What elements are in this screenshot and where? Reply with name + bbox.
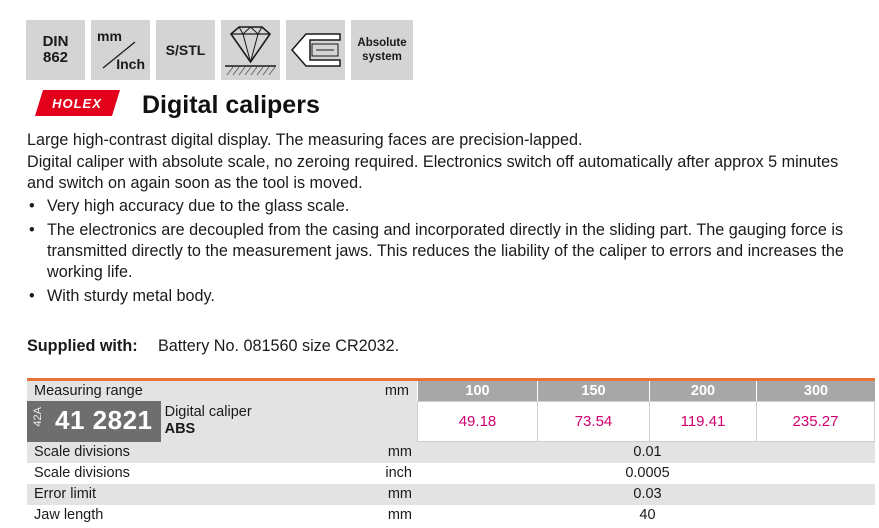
description-paragraph: Large high-contrast digital display. The measuring faces are precision-lapped. [27,131,583,149]
size-header: 200 [649,381,756,401]
feature-text: With sturdy metal body. [47,287,215,305]
article-number: 41 2821 [55,405,153,435]
caliper-icon [286,20,345,80]
spec-row [27,484,875,505]
size-header: 300 [756,381,875,401]
spec-value: 0.03 [633,486,662,502]
bullet-icon: • [29,197,35,215]
spec-unit: mm [387,486,412,502]
spec-value: 0.0005 [625,465,670,481]
absolute-label: Absolute [357,37,407,49]
property-icon-strip [26,20,413,80]
system-label: system [362,51,402,63]
price-cells [417,401,875,442]
article-variant: ABS [164,421,196,437]
supplied-label: Supplied with: [27,337,138,355]
material-badge [156,20,215,80]
din-number: 862 [42,49,69,66]
table-header-row [27,381,875,401]
header-unit: mm [384,383,409,399]
size-header: 150 [537,381,649,401]
feature-text: The electronics are decoupled from the casing and incorporated directly in the sliding part. The gauging force is transmitted directly to the measurement jaws. This reduces the liability of the caliper to errors and increases the working life. [47,221,844,281]
spec-value: 0.01 [633,444,662,460]
feature-item [27,220,847,283]
unit-inch-label: Inch [116,56,145,72]
feature-item [27,196,847,217]
article-name-cell [161,401,417,442]
unit-mm-label: mm [97,28,122,44]
spec-row [27,442,875,463]
spec-unit: mm [387,444,412,460]
spec-label: Jaw length [34,507,104,523]
price-cell[interactable]: 73.54 [537,401,649,442]
price-cell[interactable]: 49.18 [417,401,537,442]
size-header: 100 [417,381,537,401]
description-paragraph: Digital caliper with absolute scale, no zeroing required. Electronics switch off automatically after approx 5 minutes and switch on again soon as the tool is moved. [27,153,839,192]
bullet-icon: • [29,221,35,239]
feature-list [27,196,847,307]
brand-text: HOLEX [52,96,102,111]
spec-row [27,463,875,484]
spec-unit: mm [387,507,412,523]
lapped-surface-badge [221,20,280,80]
material-label: S/STL [165,42,206,58]
din-standard-badge [26,20,85,80]
holex-logo [35,90,120,116]
article-row[interactable] [27,401,875,442]
supplied-with [27,337,400,356]
spec-label: Scale divisions [34,444,130,460]
header-label: Measuring range [34,383,143,399]
article-name: Digital caliper [164,404,252,420]
caliper-badge [286,20,345,80]
spec-value: 40 [639,507,656,523]
spec-row [27,505,875,526]
article-group: 42A [32,407,44,427]
page-title: Digital calipers [142,91,320,119]
price-cell[interactable]: 235.27 [756,401,875,442]
absolute-system-badge [351,20,413,80]
din-label: DIN [42,33,69,50]
bullet-icon: • [29,287,35,305]
mm-inch-badge [91,20,150,80]
spec-label: Scale divisions [34,465,130,481]
price-cell[interactable]: 119.41 [649,401,756,442]
feature-item [27,286,847,307]
size-columns [417,381,875,401]
feature-text: Very high accuracy due to the glass scale. [47,197,350,215]
diamond-icon [221,20,280,80]
spec-label: Error limit [34,486,97,502]
product-description [27,130,847,310]
article-number-cell [27,401,161,442]
supplied-value: Battery No. 081560 size CR2032. [158,337,400,355]
spec-unit: inch [385,465,412,481]
